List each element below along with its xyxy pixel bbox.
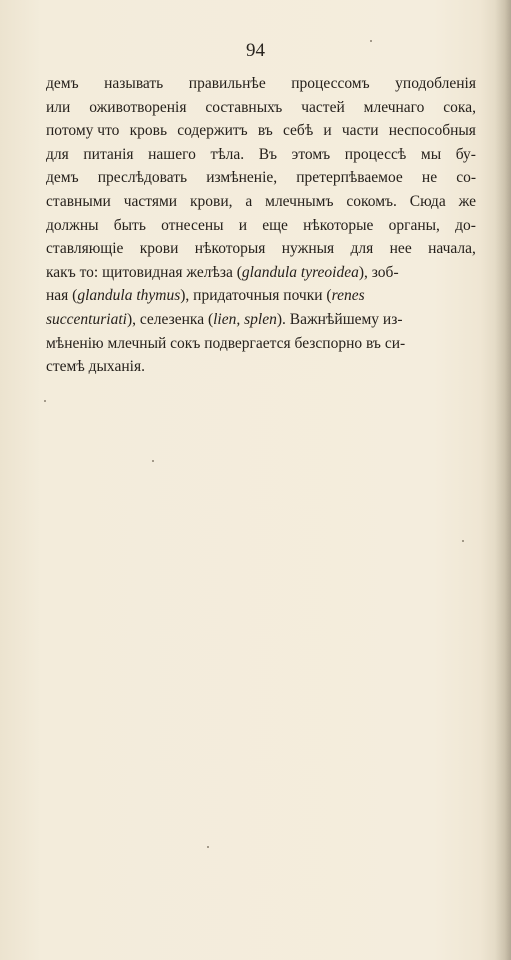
- word: частями: [123, 192, 178, 210]
- word: нее: [389, 240, 412, 258]
- word: крови,: [189, 192, 233, 210]
- text-segment: ), зоб-: [358, 263, 399, 281]
- word: для: [46, 145, 69, 163]
- text-segment: ), селезенка (: [126, 310, 214, 328]
- word: процессомъ: [291, 75, 370, 92]
- word: же: [458, 192, 476, 210]
- word: измѣненіе,: [206, 169, 278, 187]
- word: нѣкоторые: [303, 216, 374, 234]
- word: начала,: [428, 240, 476, 258]
- text-run: [46, 284, 365, 308]
- word: тѣла.: [210, 145, 245, 163]
- word: нѣкоторыя: [194, 240, 266, 258]
- word: процессѣ: [344, 145, 407, 163]
- word: до-: [455, 216, 476, 234]
- word: части: [341, 122, 379, 140]
- text-run: [46, 261, 399, 285]
- paper-speck: [152, 460, 154, 462]
- word: и: [323, 122, 332, 140]
- text-run: стемѣ дыханія.: [46, 358, 145, 376]
- word: этомъ: [291, 145, 331, 163]
- text-segment: ). Важнѣйшему из-: [276, 310, 403, 328]
- paper-speck: [44, 400, 46, 402]
- word: претерпѣваемое: [296, 169, 403, 187]
- word: млечнаго: [363, 98, 425, 116]
- word: бу-: [455, 145, 476, 163]
- word: сока,: [443, 98, 476, 116]
- word: преслѣдовать: [97, 169, 188, 187]
- latin-term: succenturiati: [46, 310, 127, 328]
- word: или: [46, 98, 71, 116]
- page-number: 94: [246, 40, 265, 61]
- text-segment: ная (: [46, 287, 78, 305]
- word: крови: [139, 240, 179, 258]
- word: содержитъ: [177, 122, 248, 140]
- word: а: [245, 192, 253, 210]
- text-line-11: [46, 308, 476, 332]
- word: потому что: [46, 122, 120, 140]
- text-run: мѣненію млечный сокъ подвергается безспорно въ си-: [46, 334, 406, 352]
- text-line-10: [46, 284, 476, 308]
- word: отнесены: [161, 216, 224, 234]
- latin-term: renes: [331, 287, 365, 305]
- word: частей: [301, 98, 345, 116]
- text-line-7: [46, 214, 476, 238]
- paper-speck: [207, 846, 209, 848]
- text-run: [46, 308, 403, 332]
- text-line-5: [46, 166, 476, 190]
- word: оживотворенія: [89, 98, 187, 116]
- word: для: [350, 240, 374, 258]
- word: не: [421, 169, 438, 187]
- word: составныхъ: [205, 98, 283, 116]
- body-text: [46, 72, 476, 379]
- word: въ: [257, 122, 273, 140]
- word: Въ: [258, 145, 278, 163]
- text-line-9: [46, 261, 476, 285]
- text-line-12: [46, 332, 476, 356]
- word: ставляющіе: [46, 240, 124, 258]
- word: должны: [46, 216, 99, 234]
- word: кровь: [129, 122, 168, 140]
- word: нашего: [148, 145, 196, 163]
- text-line-4: [46, 143, 476, 167]
- word: уподобленія: [395, 75, 476, 92]
- text-line-1: [46, 72, 476, 96]
- text-line-3: [46, 119, 476, 143]
- word: ставными: [46, 192, 111, 210]
- word: млечнымъ: [265, 192, 334, 210]
- text-line-6: [46, 190, 476, 214]
- word: мы: [420, 145, 442, 163]
- word: сокомъ.: [346, 192, 397, 210]
- word: органы,: [388, 216, 440, 234]
- word: нужныя: [281, 240, 335, 258]
- word: правильнѣе: [188, 75, 266, 92]
- word: неспособныя: [388, 122, 476, 140]
- latin-term: glandula thymus: [77, 287, 181, 305]
- text-line-8: [46, 237, 476, 261]
- text-line-13: [46, 355, 476, 379]
- paper-speck: [370, 40, 372, 42]
- word: называть: [104, 75, 164, 92]
- word: еще: [262, 216, 288, 234]
- latin-term: glandula tyreoidea: [241, 263, 359, 281]
- word: со-: [456, 169, 476, 187]
- word: и: [238, 216, 248, 234]
- word: себѣ: [282, 122, 314, 140]
- text-segment: какъ то: щитовидная желѣза (: [46, 263, 242, 281]
- word: питанія: [83, 145, 134, 163]
- word: демъ: [46, 169, 79, 187]
- word: Сюда: [409, 192, 446, 210]
- latin-term: lien, splen: [213, 310, 277, 328]
- word: быть: [113, 216, 146, 234]
- paper-speck: [462, 540, 464, 542]
- text-segment: ), придаточныя почки (: [180, 287, 332, 305]
- text-line-2: [46, 96, 476, 120]
- page-edge-shadow: [495, 0, 511, 960]
- word: демъ: [46, 75, 79, 92]
